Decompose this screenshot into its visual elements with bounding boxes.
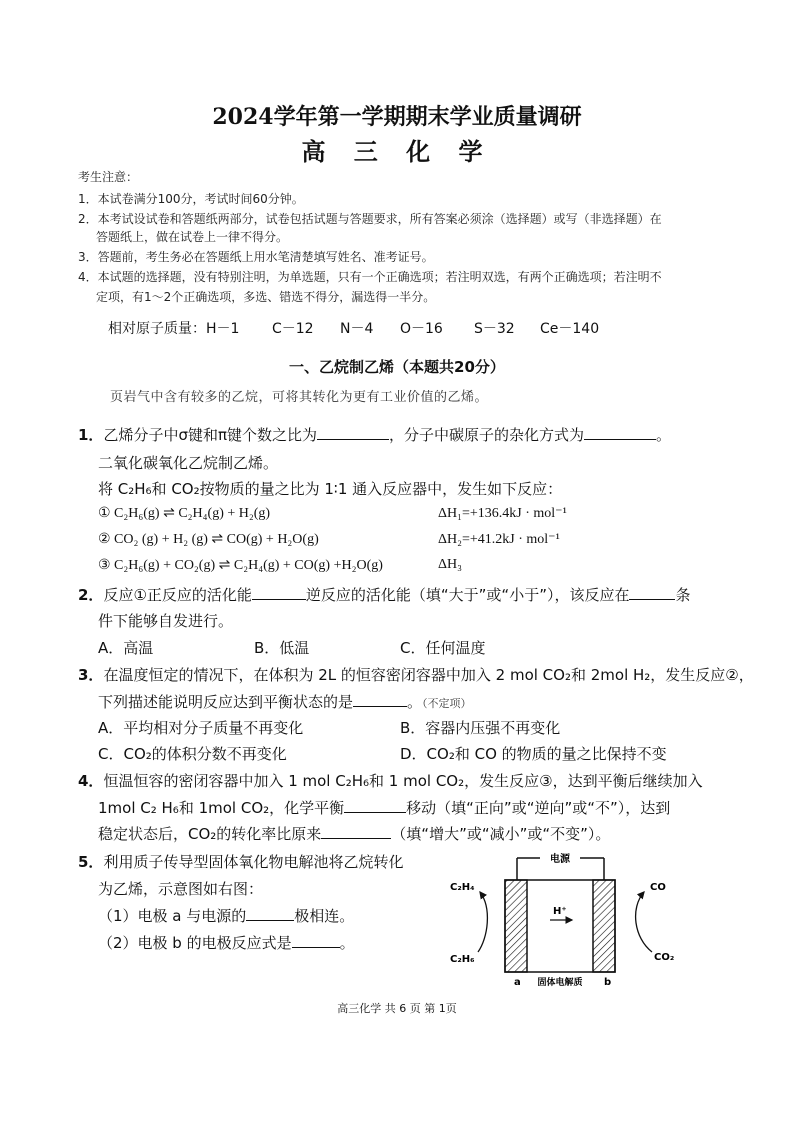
q4-line1: 恒温恒容的密闭容器中加入 1 mol C₂H₆和 1 mol CO₂，发生反应③，达到平衡后继续加入 <box>103 772 703 790</box>
right-flow-arrow <box>636 892 652 952</box>
q5-sub2 <box>98 932 355 953</box>
power-label: 电源 <box>550 854 570 865</box>
notice-heading: 考生注意： <box>78 170 139 184</box>
q2-text-b: 逆反应的活化能（填“大于”或“小于”），该反应在 <box>305 586 630 604</box>
question-number: 1． <box>78 426 104 444</box>
q2-option-b[interactable]: B．低温 <box>254 639 310 657</box>
q3-option-c[interactable]: C．CO₂的体积分数不再变化 <box>98 745 287 763</box>
q5-sub1-end: 极相连。 <box>294 907 355 925</box>
q5-sub1-text: （1）电极 a 与电源的 <box>98 907 247 925</box>
q4-line3-text: 稳定状态后，CO₂的转化率比原来 <box>98 825 322 843</box>
question-1 <box>78 424 671 445</box>
q2-line2: 件下能够自发进行。 <box>98 612 234 630</box>
question-number: 2． <box>78 586 104 604</box>
question-number: 4． <box>78 772 104 790</box>
section-intro: 页岩气中含有较多的乙烷，可将其转化为更有工业价值的乙烯。 <box>110 390 489 405</box>
electrolyte-label: 固体电解质 <box>537 978 583 988</box>
exam-title: 2024学年第一学期期末学业质量调研 <box>212 104 582 130</box>
answer-blank[interactable] <box>321 824 391 839</box>
reaction-2-equation: ② CO₂ (g) + H₂ (g) ⇌ CO(g) + H₂O(g) <box>98 532 319 547</box>
co-label: CO <box>650 882 666 893</box>
q4-line3 <box>98 823 610 844</box>
q5-sub1 <box>98 905 354 926</box>
reaction-3-equation: ③ C₂H₆(g) + CO₂(g) ⇌ C₂H₄(g) + CO(g) +H₂O(g) <box>98 558 383 573</box>
q4-line2-text: 1mol C₂ H₆和 1mol CO₂，化学平衡 <box>98 799 345 817</box>
electrode-b <box>593 880 615 972</box>
q2-text-c: 条 <box>675 586 691 604</box>
question-number: 3． <box>78 666 104 684</box>
q2-option-c[interactable]: C．任何温度 <box>400 639 486 657</box>
reaction-1-enthalpy: ΔH₁=+136.4kJ · mol⁻¹ <box>438 506 567 521</box>
answer-blank[interactable] <box>246 906 294 921</box>
electrolysis-cell-diagram <box>440 848 700 993</box>
q4-line3-end: （填“增大”或“减小”或“不变”）。 <box>391 825 611 843</box>
atomic-mass-item: O－16 <box>400 321 443 337</box>
question-3 <box>78 664 754 685</box>
q3-line1: 在温度恒定的情况下，在体积为 2L 的恒容密闭容器中加入 2 mol CO₂和 2mol H₂，发生反应②， <box>103 666 754 684</box>
c2h6-label: C₂H₆ <box>450 954 475 965</box>
answer-blank[interactable] <box>629 585 675 600</box>
atomic-mass-item: S－32 <box>474 321 515 337</box>
q3-line2-text: 下列描述能说明反应达到平衡状态的是 <box>98 693 354 711</box>
page-footer: 高三化学 共 6 页 第 1页 <box>337 1002 457 1015</box>
notice-item: 4．本试题的选择题，没有特别注明，为单选题，只有一个正确选项；若注明双选，有两个正确选项；若注明不 <box>78 270 662 284</box>
q5-sub2-text: （2）电极 b 的电极反应式是 <box>98 934 292 952</box>
q1-text-c: 。 <box>656 426 672 444</box>
notice-item: 定项，有1～2个正确选项，多选、错选不得分，漏选得一半分。 <box>96 290 436 304</box>
q5-sub2-end: 。 <box>339 934 355 952</box>
answer-blank[interactable] <box>292 933 340 948</box>
atomic-mass-item: H－1 <box>206 321 240 337</box>
q3-option-a[interactable]: A．平均相对分子质量不再变化 <box>98 719 304 737</box>
notice-item: 3．答题前，考生务必在答题纸上用水笔清楚填写姓名、准考证号。 <box>78 250 434 264</box>
q1-line3: 将 C₂H₆和 CO₂按物质的量之比为 1∶1 通入反应器中，发生如下反应： <box>98 480 563 498</box>
electrode-b-label: b <box>604 977 612 988</box>
atomic-mass-item: N－4 <box>340 321 374 337</box>
q5-line2: 为乙烯，示意图如右图： <box>98 880 264 898</box>
electrode-a <box>505 880 527 972</box>
reaction-3-enthalpy: ΔH₃ <box>438 557 462 572</box>
answer-blank[interactable] <box>252 585 306 600</box>
notice-item: 1．本试卷满分100分，考试时间60分钟。 <box>78 192 304 206</box>
q3-tag: （不定项） <box>422 697 472 710</box>
q1-line2: 二氧化碳氧化乙烷制乙烯。 <box>98 454 279 472</box>
notice-item: 答题纸上，做在试卷上一律不得分。 <box>96 230 289 244</box>
subject-title: 高 三 化 学 <box>301 137 493 166</box>
reaction-1-equation: ① C₂H₆(g) ⇌ C₂H₄(g) + H₂(g) <box>98 506 271 521</box>
q3-line2-end: 。 <box>407 693 423 711</box>
electrode-a-label: a <box>514 977 521 988</box>
q1-text-a: 乙烯分子中σ键和π键个数之比为 <box>103 426 317 444</box>
answer-blank[interactable] <box>584 425 656 440</box>
atomic-mass-item: C－12 <box>272 321 314 337</box>
notice-item: 2．本考试设试卷和答题纸两部分，试卷包括试题与答题要求，所有答案必须涂（选择题）或写（非选择题）在 <box>78 212 662 226</box>
section-title: 一、乙烷制乙烯（本题共20分） <box>289 358 505 376</box>
reaction-2-enthalpy: ΔH₂=+41.2kJ · mol⁻¹ <box>438 532 560 547</box>
question-4 <box>78 770 703 791</box>
q3-option-d[interactable]: D．CO₂和 CO 的物质的量之比保持不变 <box>400 745 667 763</box>
q3-line2 <box>98 691 472 712</box>
question-number: 5． <box>78 853 104 871</box>
answer-blank[interactable] <box>317 425 389 440</box>
q4-line2-end: 移动（填“正向”或“逆向”或“不”），达到 <box>406 799 671 817</box>
q5-line1: 利用质子传导型固体氧化物电解池将乙烷转化 <box>103 853 404 871</box>
question-2 <box>78 584 691 605</box>
co2-label: CO₂ <box>654 952 675 963</box>
q2-option-a[interactable]: A．高温 <box>98 639 154 657</box>
answer-blank[interactable] <box>353 692 407 707</box>
q1-text-b: ，分子中碳原子的杂化方式为 <box>388 426 584 444</box>
answer-blank[interactable] <box>344 798 406 813</box>
atomic-mass-label: 相对原子质量： <box>108 321 206 337</box>
left-flow-arrow <box>478 892 487 952</box>
q2-text-a: 反应①正反应的活化能 <box>103 586 252 604</box>
atomic-mass-item: Ce－140 <box>540 321 600 337</box>
q3-option-b[interactable]: B．容器内压强不再变化 <box>400 719 561 737</box>
proton-label: H⁺ <box>553 906 567 917</box>
q4-line2 <box>98 797 670 818</box>
question-5 <box>78 851 403 872</box>
c2h4-label: C₂H₄ <box>450 882 475 893</box>
